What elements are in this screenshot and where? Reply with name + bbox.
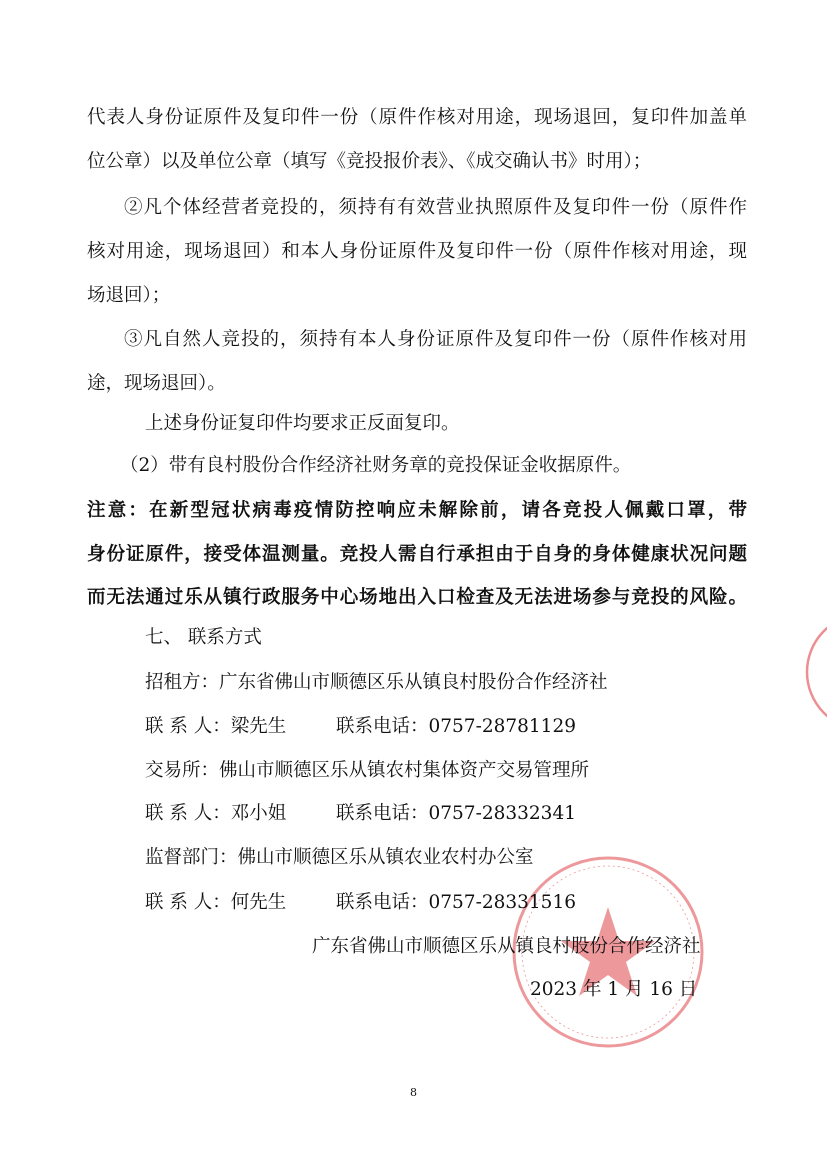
- contact-person: 联 系 人：何先生: [145, 892, 287, 913]
- supervisor-line: 监督部门：佛山市顺德区乐从镇农业农村办公室: [145, 847, 534, 868]
- signature-date: 2023 年 1 月 16 日: [530, 979, 698, 1000]
- contact-phone: 联系电话：0757-28332341: [336, 803, 576, 824]
- contact-person: 联 系 人：邓小姐: [145, 803, 287, 824]
- page-number: 8: [410, 1086, 417, 1099]
- paragraph-line: ②凡个体经营者竞投的，须持有有效营业执照原件及复印件一份（原件作: [124, 197, 747, 218]
- paragraph-line: 核对用途，现场退回）和本人身份证原件及复印件一份（原件作核对用途，现: [87, 241, 747, 262]
- lessor-line: 招租方：广东省佛山市顺德区乐从镇良村股份合作经济社: [145, 672, 608, 693]
- paragraph-line: 场退回）；: [87, 285, 171, 306]
- paragraph-line: （2）带有良村股份合作经济社财务章的竞投保证金收据原件。: [120, 455, 632, 476]
- notice-line: 注意：在新型冠状病毒疫情防控响应未解除前，请各竞投人佩戴口罩，带: [87, 500, 747, 521]
- notice-line: 身份证原件，接受体温测量。竞投人需自行承担由于自身的身体健康状况问题: [87, 544, 747, 565]
- paragraph-line: 代表人身份证原件及复印件一份（原件作核对用途，现场退回，复印件加盖单: [87, 107, 747, 128]
- contact-phone: 联系电话：0757-28331516: [336, 892, 576, 913]
- contact-person: 联 系 人：梁先生: [145, 716, 287, 737]
- paragraph-line: 途，现场退回）。: [87, 373, 226, 394]
- paragraph-line: 上述身份证复印件均要求正反面复印。: [145, 413, 460, 434]
- partial-stamp: [795, 612, 827, 732]
- paragraph-line: ③凡自然人竞投的，须持有本人身份证原件及复印件一份（原件作核对用: [124, 329, 747, 350]
- exchange-line: 交易所：佛山市顺德区乐从镇农村集体资产交易管理所: [145, 760, 590, 781]
- notice-line: 而无法通过乐从镇行政服务中心场地出入口检查及无法进场参与竞投的风险。: [87, 587, 747, 608]
- contact-phone: 联系电话：0757-28781129: [336, 716, 576, 737]
- paragraph-line: 位公章）以及单位公章（填写《竞投报价表》、《成交确认书》时用）；: [87, 151, 652, 172]
- signature-org: 广东省佛山市顺德区乐从镇良村股份合作经济社: [312, 936, 701, 957]
- section-heading: 七、 联系方式: [145, 627, 262, 648]
